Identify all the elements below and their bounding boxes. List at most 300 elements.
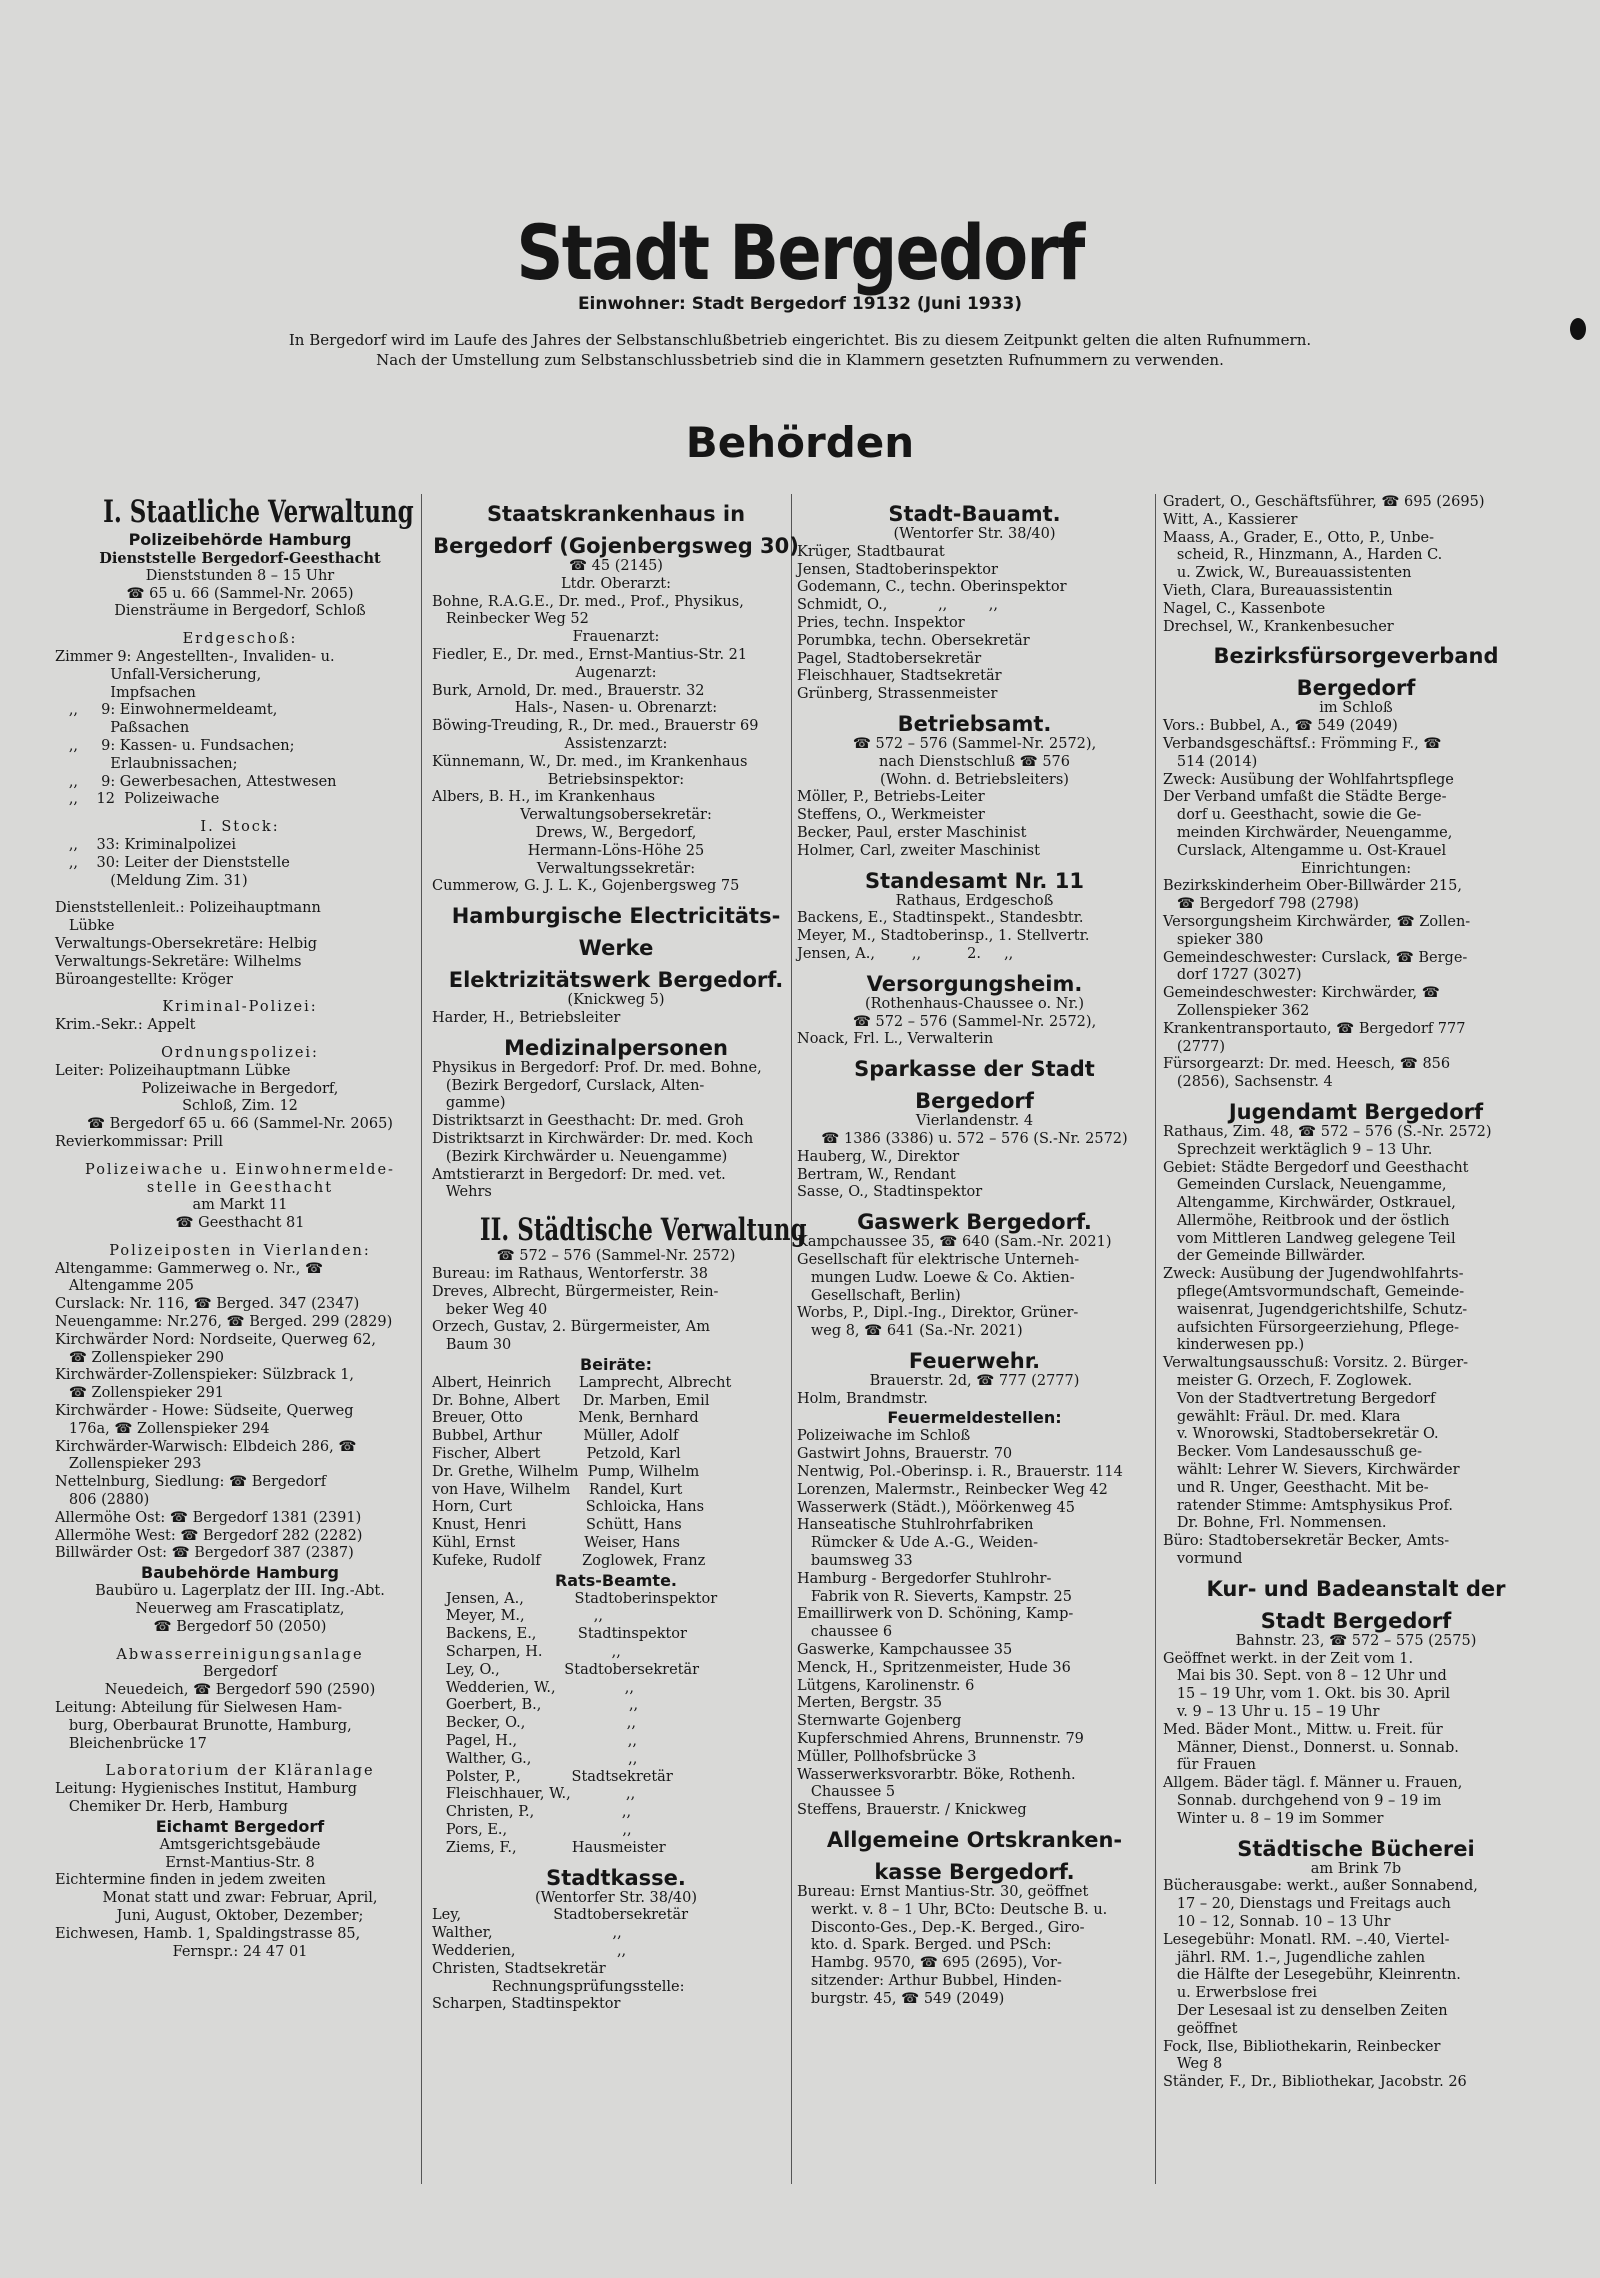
directory-line: pflege(Amtsvormundschaft, Gemeinde- (1163, 1284, 1465, 1301)
directory-line: Billwärder Ost: ☎ Bergedorf 387 (2387) (55, 1545, 354, 1562)
directory-line: Bureau: Ernst Mantius-Str. 30, geöffnet (797, 1884, 1089, 1901)
directory-line: Becker, Paul, erster Maschinist (797, 824, 1027, 841)
directory-line: Goerbert, B., ,, (432, 1697, 639, 1714)
directory-line: Amtsgerichtsgebäude (159, 1836, 321, 1853)
directory-line: Worbs, P., Dipl.-Ing., Direktor, Grüner- (797, 1305, 1079, 1322)
directory-line: (Wohn. d. Betriebsleiters) (880, 771, 1069, 788)
directory-line: Kampchaussee 35, ☎ 640 (Sam.-Nr. 2021) (797, 1234, 1112, 1251)
directory-line: Unfall-Versicherung, (55, 666, 262, 683)
directory-line: Backens, E., Stadtinspektor (432, 1626, 687, 1643)
section-heading-entry: Stadt-Bauamt. (888, 502, 1061, 526)
directory-line: (Bezirk Kirchwärder u. Neuengamme) (432, 1148, 728, 1165)
directory-line: mungen Ludw. Loewe & Co. Aktien- (797, 1269, 1075, 1286)
section-heading-entry: kasse Bergedorf. (874, 1860, 1075, 1885)
directory-line: ☎ Bergedorf 50 (2050) (153, 1618, 327, 1635)
directory-line: ,, 9: Kassen- u. Fundsachen; (55, 737, 295, 754)
directory-line: Christen, P., ,, (432, 1804, 632, 1821)
directory-line: u. Erwerbslose frei (1163, 1985, 1318, 2002)
section-heading-entry: Feuermeldestellen: (887, 1408, 1062, 1428)
spacer (55, 1152, 425, 1162)
directory-line: am Markt 11 (192, 1197, 288, 1214)
directory-line: Erdgeschoß: (182, 631, 298, 648)
directory-line: Gastwirt Johns, Brauerstr. 70 (797, 1446, 1013, 1463)
directory-line: Bubbel, Arthur Müller, Adolf (432, 1428, 679, 1445)
directory-line: Abwasserreinigungsanlage (116, 1646, 364, 1663)
directory-line: ,, 9: Einwohnermeldeamt, (55, 702, 278, 719)
directory-line: Holm, Brandmstr. (797, 1390, 928, 1407)
directory-line: Fürsorgearzt: Dr. med. Heesch, ☎ 856 (1163, 1056, 1451, 1073)
directory-line: Sprechzeit werktäglich 9 – 13 Uhr. (1163, 1141, 1433, 1158)
directory-line: Verwaltungssekretär: (536, 860, 696, 877)
directory-line: Fischer, Albert Petzold, Karl (432, 1446, 681, 1463)
spacer (55, 1753, 425, 1763)
directory-line: Bleichenbrücke 17 (55, 1735, 207, 1752)
directory-line: Verbandsgeschäftsf.: Frömming F., ☎ (1163, 735, 1442, 752)
column-3 (797, 494, 1152, 2184)
directory-line: Brauerstr. 2d, ☎ 777 (2777) (869, 1372, 1080, 1389)
directory-line: werkt. v. 8 – 1 Uhr, BCto: Deutsche B. u. (797, 1901, 1108, 1918)
directory-line: 15 – 19 Uhr, vom 1. Okt. bis 30. April (1163, 1686, 1450, 1703)
section-heading-entry: Eichamt Bergedorf (155, 1816, 325, 1836)
directory-line: Der Verband umfaßt die Städte Berge- (1163, 789, 1447, 806)
directory-line: ,, 33: Kriminalpolizei (55, 836, 236, 853)
section-heading-entry: Polizeibehörde Hamburg (128, 530, 352, 549)
directory-line: Grünberg, Strassenmeister (797, 686, 998, 703)
directory-line: Eichtermine finden in jedem zweiten (55, 1872, 326, 1889)
directory-line: Erlaubnissachen; (55, 755, 238, 772)
directory-line: Rathaus, Erdgeschoß (895, 892, 1054, 909)
directory-line: Allgem. Bäder tägl. f. Männer u. Frauen, (1163, 1775, 1463, 1792)
directory-line: ☎ Geesthacht 81 (175, 1215, 305, 1232)
punch-hole (1570, 318, 1586, 340)
population-subtitle: Einwohner: Stadt Bergedorf 19132 (Juni 1933) (577, 294, 1023, 314)
directory-line: Hambg. 9570, ☎ 695 (2695), Vor- (797, 1955, 1062, 1972)
directory-line: Fiedler, E., Dr. med., Ernst-Mantius-Str. 21 (432, 646, 748, 663)
directory-line: am Brink 7b (1310, 1860, 1402, 1877)
directory-line: Juni, August, Oktober, Dezember; (116, 1907, 364, 1924)
directory-line: Paßsachen (55, 720, 190, 737)
directory-line: Polizeiposten in Vierlanden: (109, 1242, 371, 1259)
directory-line: Kirchwärder - Howe: Südseite, Querweg (55, 1403, 354, 1420)
directory-line: Gemeindeschwester: Kirchwärder, ☎ (1163, 985, 1440, 1002)
directory-line: Noack, Frl. L., Verwalterin (797, 1031, 994, 1048)
directory-line: Chemiker Dr. Herb, Hamburg (55, 1799, 288, 1815)
directory-line: Der Lesesaal ist zu denselben Zeiten (1163, 2002, 1448, 2019)
directory-line: kto. d. Spark. Berged. und PSch: (797, 1937, 1052, 1954)
directory-line: Amtstierarzt in Bergedorf: Dr. med. vet. (432, 1166, 726, 1183)
directory-line: Gesellschaft, Berlin) (797, 1287, 961, 1304)
directory-line: Nagel, C., Kassenbote (1163, 600, 1326, 617)
directory-line: v. 9 – 13 Uhr u. 15 – 19 Uhr (1163, 1704, 1380, 1721)
section-heading-entry: Werke (578, 936, 654, 961)
directory-line: Gaswerke, Kampchaussee 35 (797, 1642, 1013, 1659)
directory-line: Nentwig, Pol.-Oberinsp. i. R., Brauerstr. 114 (797, 1464, 1123, 1481)
directory-line: Allermöhe Ost: ☎ Bergedorf 1381 (2391) (55, 1509, 362, 1526)
directory-line: Dienststunden 8 – 15 Uhr (145, 567, 335, 584)
section-heading-entry: I. Staatliche Verwaltung (103, 494, 414, 530)
directory-line: Baubüro u. Lagerplatz der III. Ing.-Abt. (95, 1583, 385, 1600)
section-heading-entry: II. Städtische Verwaltung (479, 1212, 807, 1249)
directory-line: Rathaus, Zim. 48, ☎ 572 – 576 (S.-Nr. 2572) (1163, 1123, 1492, 1140)
directory-line: beker Weg 40 (432, 1301, 548, 1318)
directory-line: Winter u. 8 – 19 im Sommer (1163, 1810, 1384, 1827)
directory-line: Gesellschaft für elektrische Unterneh- (797, 1251, 1080, 1268)
directory-line: Krankentransportauto, ☎ Bergedorf 777 (1163, 1020, 1466, 1037)
directory-line: Neuerweg am Frascatiplatz, (135, 1601, 345, 1618)
directory-line: ☎ 45 (2145) (569, 558, 663, 574)
section-heading-entry: Bezirksfürsorgeverband (1213, 644, 1499, 669)
directory-line: nach Dienstschluß ☎ 576 (878, 753, 1071, 770)
directory-line: Albert, Heinrich Lamprecht, Albrecht (432, 1374, 732, 1391)
directory-line: Wehrs (432, 1184, 492, 1201)
directory-line: Zollenspieker 293 (55, 1456, 202, 1473)
directory-line: und R. Unger, Geesthacht. Mit be- (1163, 1479, 1429, 1496)
section-heading-entry: Kur- und Badeanstalt der (1206, 1576, 1506, 1601)
directory-line: Porumbka, techn. Obersekretär (797, 632, 1030, 649)
directory-line: Bahnstr. 23, ☎ 572 – 575 (2575) (1235, 1632, 1477, 1649)
directory-line: ,, 9: Gewerbesachen, Attestwesen (55, 773, 337, 790)
section-heading-entry: Medizinalpersonen (504, 1035, 728, 1060)
directory-line: geöffnet (1163, 2020, 1238, 2037)
directory-line: ,, 30: Leiter der Dienststelle (55, 854, 290, 871)
section-heading-entry: Standesamt Nr. 11 (865, 868, 1084, 893)
directory-line: Augenarzt: (575, 664, 657, 681)
section-heading-entry: Bergedorf (915, 1089, 1034, 1114)
directory-line: Neuengamme: Nr.276, ☎ Berged. 299 (2829) (55, 1314, 393, 1331)
spacer (55, 1233, 425, 1243)
directory-line: burgstr. 45, ☎ 549 (2049) (797, 1990, 1005, 2007)
directory-line: Mai bis 30. Sept. von 8 – 12 Uhr und (1163, 1668, 1447, 1685)
directory-line: Pagel, H., ,, (432, 1733, 637, 1750)
directory-line: vom Mittleren Landweg gelegene Teil (1163, 1230, 1456, 1247)
directory-line: Hauberg, W., Direktor (797, 1148, 960, 1165)
directory-line: Ernst-Mantius-Str. 8 (165, 1854, 315, 1871)
directory-line: Albers, B. H., im Krankenhaus (432, 789, 656, 806)
directory-line: Kufeke, Rudolf Zoglowek, Franz (432, 1552, 706, 1569)
directory-line: Walther, G., ,, (432, 1750, 638, 1767)
directory-line: (Rothenhaus-Chaussee o. Nr.) (864, 995, 1085, 1012)
directory-line: Zimmer 9: Angestellten-, Invaliden- u. (55, 648, 335, 665)
directory-line: Fabrik von R. Sieverts, Kampstr. 25 (797, 1588, 1072, 1605)
spacer (55, 989, 425, 999)
directory-line: Verwaltungsobersekretär: (520, 807, 712, 824)
directory-line: Bergedorf (202, 1664, 278, 1681)
directory-line: Allermöhe, Reitbrook und der östlich (1163, 1212, 1450, 1229)
directory-line: Distriktsarzt in Kirchwärder: Dr. med. Koch (432, 1130, 754, 1147)
directory-line: sitzender: Arthur Bubbel, Hinden- (797, 1973, 1062, 1989)
directory-line: Reinbecker Weg 52 (432, 611, 589, 628)
directory-line: Altengamme: Gammerweg o. Nr., ☎ (55, 1260, 324, 1277)
directory-line: Fleischhauer, Stadtsekretär (797, 668, 1002, 685)
directory-line: ☎ 572 – 576 (Sammel-Nr. 2572), (852, 735, 1097, 752)
directory-line: chaussee 6 (797, 1624, 893, 1641)
directory-line: ☎ Zollenspieker 290 (55, 1349, 225, 1366)
directory-line: 17 – 20, Dienstags und Freitags auch (1163, 1896, 1451, 1913)
directory-line: Jensen, A., Stadtoberinspektor (432, 1590, 718, 1607)
spacer (55, 890, 425, 900)
directory-line: Wasserwerksvorarbtr. Böke, Rothenh. (797, 1766, 1076, 1783)
directory-line: Altengamme, Kirchwärder, Ostkrauel, (1163, 1195, 1456, 1212)
directory-line: Zollenspieker 362 (1163, 1002, 1310, 1019)
directory-line: Backens, E., Stadtinspekt., Standesbtr. (797, 910, 1084, 927)
section-heading-entry: Versorgungsheim. (866, 971, 1083, 996)
directory-line: jährl. RM. 1.–, Jugendliche zahlen (1163, 1949, 1426, 1966)
directory-line: 514 (2014) (1163, 753, 1258, 770)
directory-line: Horn, Curt Schloicka, Hans (432, 1499, 705, 1516)
section-heading-entry: Bergedorf (Gojenbergsweg 30) (433, 534, 799, 558)
directory-line: (Wentorfer Str. 38/40) (893, 526, 1056, 542)
directory-line: Büroangestellte: Kröger (55, 971, 233, 988)
directory-line: Leiter: Polizeihauptmann Lübke (55, 1062, 291, 1079)
directory-line: Wedderien, ,, (432, 1943, 627, 1959)
directory-line: stelle in Geesthacht (146, 1179, 334, 1196)
directory-line: Hamburg - Bergedorfer Stuhlrohr- (797, 1570, 1052, 1587)
directory-line: Lorenzen, Malermstr., Reinbecker Weg 42 (797, 1481, 1108, 1498)
directory-line: aufsichten Fürsorgeerziehung, Pflege- (1163, 1319, 1460, 1336)
directory-line: Merten, Bergstr. 35 (797, 1695, 943, 1712)
directory-line: Maass, A., Grader, E., Otto, P., Unbe- (1163, 529, 1434, 546)
spacer (432, 1202, 800, 1212)
directory-line: Geöffnet werkt. in der Zeit vom 1. (1163, 1650, 1414, 1667)
directory-line: Versorgungsheim Kirchwärder, ☎ Zollen- (1163, 913, 1471, 930)
directory-line: Künnemann, W., Dr. med., im Krankenhaus (432, 753, 748, 770)
spacer (55, 621, 425, 631)
directory-line: Dr. Bohne, Albert Dr. Marben, Emil (432, 1392, 710, 1409)
directory-line: Lütgens, Karolinenstr. 6 (797, 1677, 975, 1694)
directory-line: Ley, Stadtobersekretär (432, 1907, 689, 1924)
column-4 (1163, 494, 1549, 2184)
directory-line: Steffens, Brauerstr. / Knickweg (797, 1802, 1027, 1819)
directory-line: Polizeiwache u. Einwohnermelde- (85, 1161, 395, 1178)
directory-line: (Meldung Zim. 31) (55, 872, 248, 889)
directory-line: Dienststelle Bergedorf-Geesthacht (99, 550, 381, 567)
spacer (55, 1637, 425, 1647)
directory-line: Holmer, Carl, zweiter Maschinist (797, 842, 1040, 859)
section-heading-entry: Bergedorf (1296, 676, 1416, 701)
directory-line: Gemeinden Curslack, Neuengamme, (1163, 1177, 1447, 1194)
directory-line: Sonnab. durchgehend von 9 – 19 im (1163, 1793, 1442, 1809)
directory-line: Kirchwärder-Zollenspieker: Sülzbrack 1, (55, 1367, 355, 1384)
directory-line: Pries, techn. Inspektor (797, 614, 965, 631)
directory-line: Vieth, Clara, Bureauassistentin (1163, 582, 1393, 599)
section-heading-entry: Rats-Beamte. (554, 1570, 678, 1590)
directory-line: Dr. Bohne, Frl. Nommensen. (1163, 1515, 1387, 1532)
directory-line: im Schloß (1319, 700, 1393, 717)
directory-line: Neuedeich, ☎ Bergedorf 590 (2590) (104, 1682, 376, 1699)
directory-line: Wasserwerk (Städt.), Möörkenweg 45 (797, 1499, 1075, 1516)
directory-line: Leitung: Abteilung für Sielwesen Ham- (55, 1700, 343, 1717)
section-heading-entry: Betriebsamt. (897, 711, 1052, 736)
directory-line: ☎ 65 u. 66 (Sammel-Nr. 2065) (126, 585, 354, 602)
directory-line: Kriminal-Polizei: (162, 999, 318, 1016)
directory-line: dorf u. Geesthacht, sowie die Ge- (1163, 807, 1422, 824)
directory-line: Cummerow, G. J. L. K., Gojenbergsweg 75 (432, 878, 740, 895)
directory-line: Müller, Pollhofsbrücke 3 (797, 1748, 977, 1765)
directory-line: Knust, Henri Schütt, Hans (432, 1517, 682, 1534)
directory-line: Christen, Stadtsekretär (432, 1960, 606, 1977)
directory-line: ☎ 1386 (3386) u. 572 – 576 (S.-Nr. 2572) (821, 1130, 1128, 1147)
directory-line: für Frauen (1163, 1757, 1256, 1774)
directory-line: Jensen, Stadtoberinspektor (797, 561, 998, 578)
section-heading-entry: Allgemeine Ortskranken- (826, 1828, 1123, 1853)
directory-line: Lübke (55, 918, 115, 935)
directory-line: meister G. Orzech, F. Zoglowek. (1163, 1373, 1413, 1390)
directory-line: Rechnungsprüfungsstelle: (432, 1978, 685, 1995)
directory-line: baumsweg 33 (797, 1553, 913, 1570)
directory-line: I. Stock: (200, 819, 280, 836)
directory-line: Hanseatische Stuhlrohrfabriken (797, 1517, 1034, 1534)
directory-line: Breuer, Otto Menk, Bernhard (432, 1410, 699, 1427)
column-1 (55, 494, 425, 2184)
directory-line: Polizeiwache im Schloß (797, 1428, 971, 1445)
directory-line: Schmidt, O., ,, ,, (797, 597, 998, 614)
directory-line: v. Wnorowski, Stadtobersekretär O. (1163, 1426, 1439, 1443)
directory-line: wählt: Lehrer W. Sievers, Kirchwärder (1163, 1462, 1460, 1479)
directory-line: Fleischhauer, W., ,, (432, 1786, 636, 1803)
directory-line: Bezirkskinderheim Ober-Billwärder 215, (1163, 878, 1462, 895)
directory-line: Bohne, R.A.G.E., Dr. med., Prof., Physikus, (432, 593, 744, 610)
directory-line: Polizeiwache in Bergedorf, (141, 1080, 339, 1097)
section-heading-entry: Staatskrankenhaus in (486, 502, 746, 526)
directory-line: Orzech, Gustav, 2. Bürgermeister, Am (432, 1319, 710, 1336)
directory-line: ratender Stimme: Amtsphysikus Prof. (1163, 1497, 1453, 1514)
directory-line: gamme) (432, 1095, 506, 1112)
directory-line: Laboratorium der Kläranlage (105, 1763, 375, 1780)
directory-line: Meyer, M., Stadtoberinsp., 1. Stellvertr. (797, 928, 1090, 945)
intro-line-1: In Bergedorf wird im Laufe des Jahres der Selbstanschlußbetrieb eingerichtet. Bis zu diesem Zeitpunkt gelten die alten Rufnummern. (288, 331, 1312, 349)
directory-line: Möller, P., Betriebs-Leiter (797, 789, 985, 806)
directory-line: Verwaltungsausschuß: Vorsitz. 2. Bürger- (1163, 1355, 1469, 1372)
directory-line: Frauenarzt: (572, 629, 660, 646)
directory-line: ☎ 572 – 576 (Sammel-Nr. 2572), (852, 1013, 1097, 1030)
directory-line: burg, Oberbaurat Brunotte, Hamburg, (55, 1717, 352, 1734)
directory-line: Bücherausgabe: werkt., außer Sonnabend, (1163, 1878, 1478, 1895)
directory-line: Kirchwärder-Warwisch: Elbdeich 286, ☎ (55, 1438, 357, 1455)
directory-line: Pagel, Stadtobersekretär (797, 650, 982, 667)
directory-line: Krim.-Sekr.: Appelt (55, 1017, 196, 1034)
directory-line: Ley, O., Stadtobersekretär (432, 1661, 700, 1678)
directory-line: gewählt: Fräul. Dr. med. Klara (1163, 1408, 1401, 1425)
directory-line: Allermöhe West: ☎ Bergedorf 282 (2282) (55, 1527, 363, 1544)
directory-line: meinden Kirchwärder, Neuengamme, (1163, 824, 1453, 841)
directory-line: Altengamme 205 (55, 1278, 194, 1295)
directory-line: weg 8, ☎ 641 (Sa.-Nr. 2021) (797, 1323, 1023, 1340)
directory-line: Walther, ,, (432, 1925, 622, 1942)
directory-line: Vierlandenstr. 4 (915, 1113, 1034, 1130)
directory-line: Ziems, F., Hausmeister (432, 1839, 666, 1856)
directory-line: Zweck: Ausübung der Wohlfahrtspflege (1163, 771, 1454, 788)
directory-line: Curslack: Nr. 116, ☎ Berged. 347 (2347) (55, 1296, 360, 1313)
directory-line: der Gemeinde Billwärder. (1163, 1248, 1366, 1265)
section-heading-entry: Stadt Bergedorf (1260, 1608, 1452, 1633)
directory-line: Bureau: im Rathaus, Wentorferstr. 38 (432, 1265, 708, 1282)
directory-line: (Knickweg 5) (567, 992, 665, 1009)
directory-line: Harder, H., Betriebsleiter (432, 1009, 621, 1026)
spacer (55, 1035, 425, 1045)
directory-line: (Bezirk Bergedorf, Curslack, Alten- (432, 1077, 705, 1094)
directory-line: 806 (2880) (55, 1492, 150, 1509)
directory-line: Eichwesen, Hamb. 1, Spaldingstrasse 85, (55, 1925, 361, 1942)
section-heading-entry: Elektrizitätswerk Bergedorf. (448, 968, 784, 993)
directory-line: scheid, R., Hinzmann, A., Harden C. (1163, 547, 1443, 564)
directory-line: ☎ Bergedorf 65 u. 66 (Sammel-Nr. 2065) (87, 1116, 393, 1133)
directory-line: spieker 380 (1163, 931, 1264, 948)
directory-line: Diensträume in Bergedorf, Schloß (114, 603, 366, 620)
directory-line: von Have, Wilhelm Randel, Kurt (432, 1481, 683, 1498)
directory-line: Scharpen, H. ,, (432, 1644, 621, 1661)
directory-line: Männer, Dienst., Donnerst. u. Sonnab. (1163, 1739, 1459, 1756)
directory-line: Vors.: Bubbel, A., ☎ 549 (2049) (1163, 718, 1398, 735)
directory-line: ☎ 572 – 576 (Sammel-Nr. 2572) (496, 1248, 736, 1265)
directory-line: Wedderien, W., ,, (432, 1679, 634, 1696)
directory-line: Verwaltungs-Sekretäre: Wilhelms (55, 953, 302, 970)
directory-line: Emaillirwerk von D. Schöning, Kamp- (797, 1606, 1074, 1623)
directory-line: (2777) (1163, 1038, 1226, 1055)
directory-line: Steffens, O., Werkmeister (797, 807, 985, 824)
directory-line: Dreves, Albrecht, Bürgermeister, Rein- (432, 1283, 719, 1300)
directory-line: Pors, E., ,, (432, 1822, 632, 1839)
section-heading-entry: Gaswerk Bergedorf. (857, 1210, 1092, 1235)
section-heading: Behörden (685, 418, 915, 467)
column-divider (1155, 494, 1156, 2184)
directory-line: Godemann, C., techn. Oberinspektor (797, 579, 1067, 596)
directory-line: Dienststellenleit.: Polizeihauptmann (55, 900, 321, 917)
directory-line: Menck, H., Spritzenmeister, Hude 36 (797, 1659, 1071, 1676)
directory-line: Chaussee 5 (797, 1784, 896, 1801)
page-title: Stadt Bergedorf (516, 208, 1084, 297)
directory-line: Kirchwärder Nord: Nordseite, Querweg 62, (55, 1331, 376, 1348)
directory-line: vormund (1163, 1551, 1243, 1568)
directory-line: Ltdr. Oberarzt: (561, 575, 671, 592)
directory-line: Disconto-Ges., Dep.-K. Berged., Giro- (797, 1919, 1085, 1936)
directory-line: Physikus in Bergedorf: Prof. Dr. med. Bohne, (432, 1059, 762, 1076)
intro-text (150, 330, 1450, 370)
directory-line: Schloß, Zim. 12 (182, 1098, 298, 1115)
directory-line: (Wentorfer Str. 38/40) (534, 1889, 698, 1906)
directory-line: Hals-, Nasen- u. Obrenarzt: (514, 700, 718, 717)
spacer (55, 809, 425, 819)
directory-line: Ordnungspolizei: (161, 1044, 319, 1061)
directory-line: Curslack, Altengamme u. Ost-Krauel (1163, 842, 1447, 859)
directory-line: Jensen, A., ,, 2. ,, (797, 945, 1014, 962)
directory-line: Von der Stadtvertretung Bergedorf (1163, 1390, 1436, 1407)
section-heading-entry: Jugendamt Bergedorf (1228, 1099, 1484, 1124)
directory-line: Zweck: Ausübung der Jugendwohlfahrts- (1163, 1266, 1464, 1283)
directory-line: Drechsel, W., Krankenbesucher (1163, 618, 1394, 635)
directory-line: Fernspr.: 24 47 01 (172, 1943, 308, 1960)
directory-line: ☎ Zollenspieker 291 (55, 1385, 225, 1402)
directory-line: Fock, Ilse, Bibliothekarin, Reinbecker (1163, 2038, 1441, 2055)
directory-line: die Hälfte der Lesegebühr, Kleinrentn. (1163, 1967, 1461, 1984)
directory-line: 176a, ☎ Zollenspieker 294 (55, 1420, 270, 1437)
directory-line: Med. Bäder Mont., Mittw. u. Freit. für (1163, 1721, 1443, 1738)
directory-line: Leitung: Hygienisches Institut, Hamburg (55, 1781, 358, 1798)
directory-line: Sternwarte Gojenberg (797, 1713, 962, 1730)
section-heading-entry: Städtische Bücherei (1237, 1836, 1475, 1861)
directory-line: dorf 1727 (3027) (1163, 967, 1302, 984)
directory-line: Monat statt und zwar: Februar, April, (102, 1890, 378, 1907)
directory-line: Büro: Stadtobersekretär Becker, Amts- (1163, 1533, 1450, 1550)
directory-line: waisenrat, Jugendgerichtshilfe, Schutz- (1163, 1301, 1468, 1318)
directory-line: Rümcker & Ude A.-G., Weiden- (797, 1535, 1038, 1552)
directory-line: Becker. Vom Landesausschuß ge- (1163, 1444, 1422, 1461)
directory-line: Kupferschmied Ahrens, Brunnenstr. 79 (797, 1731, 1084, 1748)
directory-line: Weg 8 (1163, 2056, 1223, 2073)
directory-line: Scharpen, Stadtinspektor (432, 1996, 621, 2013)
directory-line: Polster, P., Stadtsekretär (432, 1768, 673, 1785)
directory-line: Einrichtungen: (1300, 860, 1412, 877)
directory-line: 10 – 12, Sonnab. 10 – 13 Uhr (1163, 1913, 1391, 1930)
